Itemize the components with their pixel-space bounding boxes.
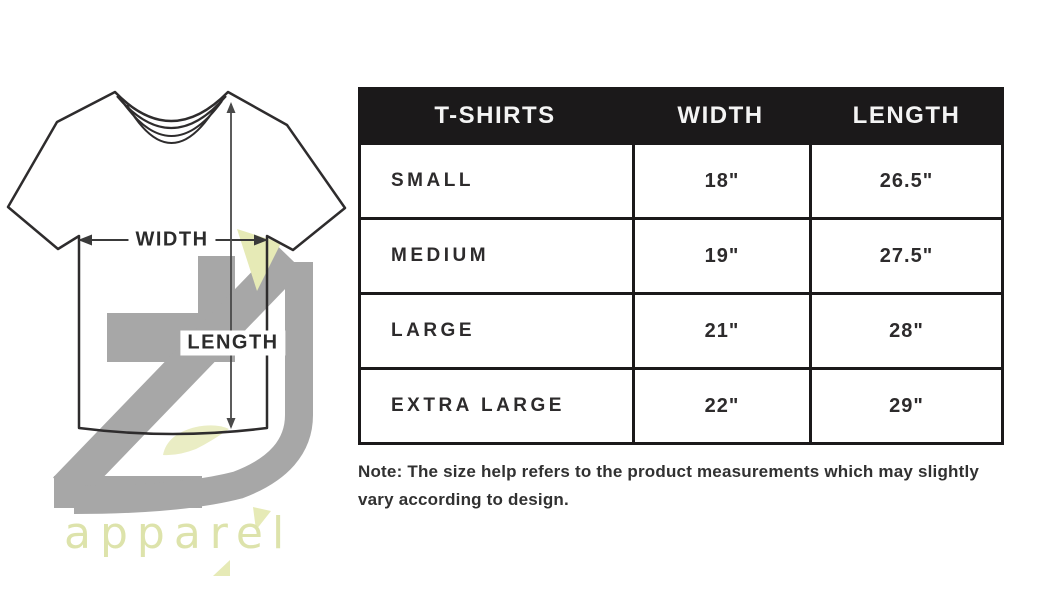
table-row-extra-large — [361, 370, 1001, 442]
width-value: 19" — [632, 220, 809, 292]
width-value: 22" — [632, 370, 809, 442]
width-value: 21" — [632, 295, 809, 367]
brand-watermark-text: apparel — [64, 508, 294, 559]
size-table-header — [358, 87, 1004, 145]
header-cell-width: WIDTH — [677, 102, 764, 129]
header-cell-length: LENGTH — [852, 102, 961, 129]
length-measure-label: LENGTH — [180, 331, 285, 356]
table-row-medium — [361, 220, 1001, 295]
table-row-small — [361, 145, 1001, 220]
length-value: 29" — [809, 370, 1001, 442]
size-name: SMALL — [391, 170, 474, 191]
header-cell-tshirts: T-SHIRTS — [434, 102, 556, 129]
size-name: EXTRA LARGE — [391, 395, 565, 416]
size-name: MEDIUM — [391, 245, 490, 266]
size-name: LARGE — [391, 320, 475, 341]
width-value: 18" — [632, 145, 809, 217]
size-table — [358, 87, 1004, 445]
size-note: Note: The size help refers to the product measurements which may slightly vary according to design. — [358, 462, 980, 509]
width-measure-label: WIDTH — [128, 228, 215, 253]
length-value: 27.5" — [809, 220, 1001, 292]
length-value: 28" — [809, 295, 1001, 367]
length-value: 26.5" — [809, 145, 1001, 217]
table-row-large — [361, 295, 1001, 370]
size-table-body — [358, 145, 1004, 445]
tshirt-diagram — [0, 0, 360, 597]
